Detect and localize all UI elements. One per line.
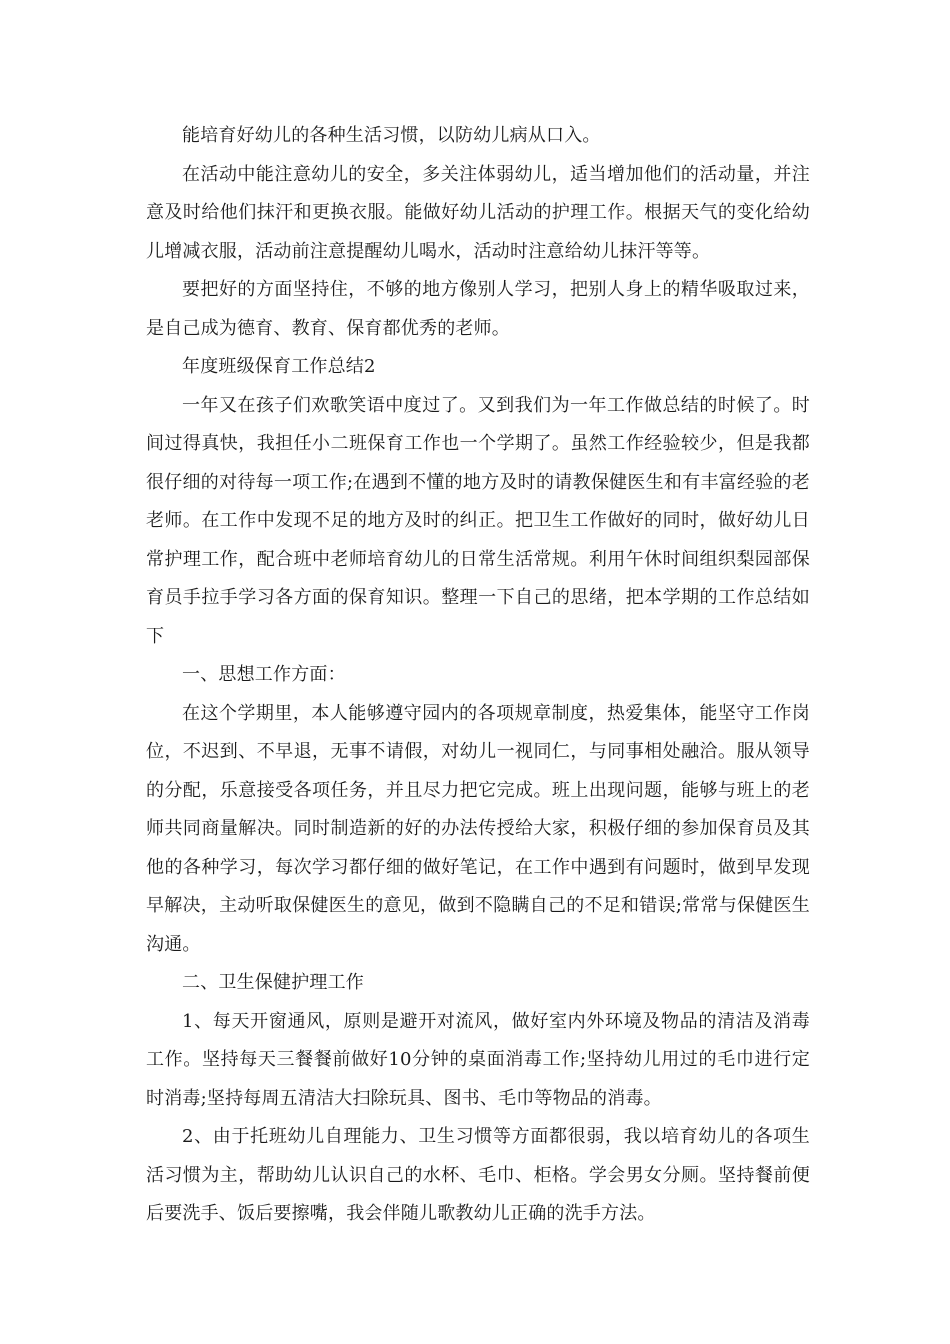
document-body	[146, 117, 810, 1234]
heading-ideology-work: 一、思想工作方面：	[182, 664, 346, 685]
heading-hygiene-care: 二、卫生保健护理工作	[182, 972, 364, 993]
paragraph-hygiene-habits: 能培育好幼儿的各种生活习惯，以防幼儿病从口入。	[182, 125, 601, 146]
paragraph-self-care-habits: 2、由于托班幼儿自理能力、卫生习惯等方面都很弱，我以培育幼儿的各项生活习惯为主，帮助幼儿认识自己的水杯、毛巾、柜格。学会男女分厕。坚持餐前便后要洗手、饭后要擦嘴，我会伴随儿歌教幼儿正确的洗手方法。	[146, 1126, 810, 1224]
paragraph-ventilation-disinfection: 1、每天开窗通风，原则是避开对流风，做好室内外环境及物品的清洁及消毒工作。坚持每天三餐餐前做好10分钟的桌面消毒工作;坚持幼儿用过的毛巾进行定时消毒;坚持每周五清洁大扫除玩具、图书、毛巾等物品的消毒。	[146, 1010, 810, 1109]
section-title-summary-2: 年度班级保育工作总结2	[182, 356, 376, 377]
paragraph-ideology-details: 在这个学期里，本人能够遵守园内的各项规章制度，热爱集体，能坚守工作岗位，不迟到、不早退，无事不请假，对幼儿一视同仁，与同事相处融洽。服从领导的分配，乐意接受各项任务，并且尽力把它完成。班上出现问题，能够与班上的老师共同商量解决。同时制造新的好的办法传授给大家，积极仔细的参加保育员及其他的各种学习，每次学习都仔细的做好笔记，在工作中遇到有问题时，做到早发现早解决，主动听取保健医生的意见，做到不隐瞒自己的不足和错误;常常与保健医生沟通。	[146, 702, 810, 955]
paragraph-year-intro: 一年又在孩子们欢歌笑语中度过了。又到我们为一年工作做总结的时候了。时间过得真快，我担任小二班保育工作也一个学期了。虽然工作经验较少，但是我都很仔细的对待每一项工作;在遇到不懂的地方及时的请教保健医生和有丰富经验的老老师。在工作中发现不足的地方及时的纠正。把卫生工作做好的同时，做好幼儿日常护理工作，配合班中老师培育幼儿的日常生活常规。利用午休时间组织梨园部保育员手拉手学习各方面的保育知识。整理一下自己的思绪，把本学期的工作总结如下	[146, 394, 810, 647]
paragraph-activity-safety: 在活动中能注意幼儿的安全，多关注体弱幼儿，适当增加他们的活动量，并注意及时给他们抹汗和更换衣服。能做好幼儿活动的护理工作。根据天气的变化给幼儿增减衣服，活动前注意提醒幼儿喝水，活动时注意给幼儿抹汗等等。	[146, 163, 810, 262]
paragraph-self-improvement: 要把好的方面坚持住，不够的地方像别人学习，把别人身上的精华吸取过来，是自己成为德育、教育、保育都优秀的老师。	[146, 279, 810, 339]
